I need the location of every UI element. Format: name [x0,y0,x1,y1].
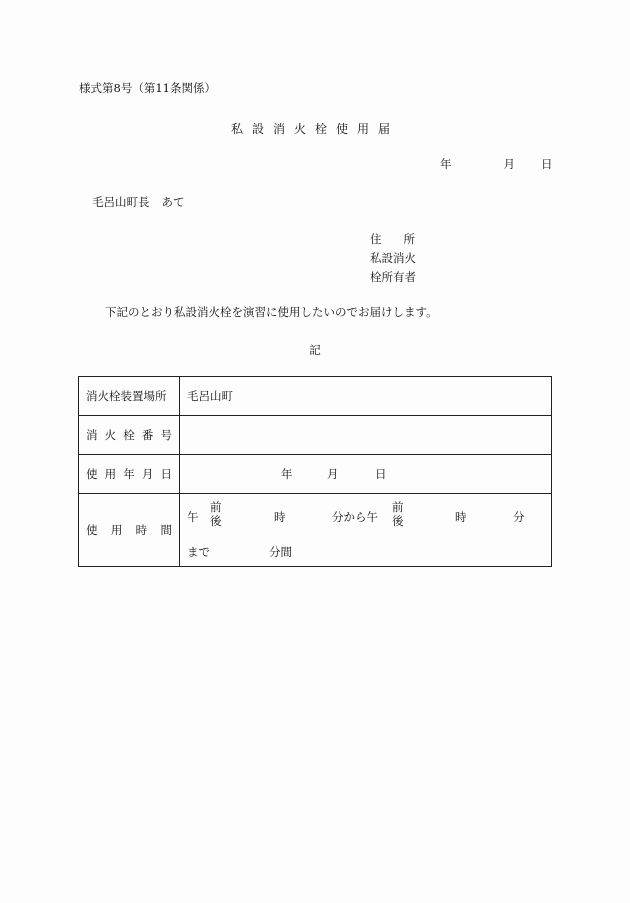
body-text: 下記のとおり私設消火栓を演習に使用したいのでお届けします。 [105,305,438,319]
document-title: 私設消火栓使用届 [230,122,399,136]
am-pm-choice-2: 前 後 [392,500,404,528]
location-label: 消火栓装置場所 [79,377,180,416]
duration-label: 分間 [269,545,292,559]
use-time-value[interactable] [180,494,552,567]
hydrant-number-label: 消 火 栓 番 号 [86,428,172,442]
afternoon-mark-1: 午 [187,510,199,524]
table-row [79,494,552,567]
ki-heading: 記 [309,343,321,357]
month-label: 月 [503,157,515,171]
hydrant-number-value[interactable] [180,416,552,455]
minute-label-2: 分 [513,510,525,524]
use-day-label: 日 [375,467,387,481]
use-time-label: 使 用 時 間 [86,523,172,537]
hour-label-1: 時 [274,510,286,524]
addressee-name: 毛呂山町長 [92,195,150,209]
submission-date [440,156,553,172]
year-label: 年 [440,157,452,171]
hour-label-2: 時 [455,510,467,524]
table-row [79,455,552,494]
use-date-value[interactable] [180,455,552,494]
addressee [92,194,185,210]
am-pm-choice-1: 前 後 [210,500,222,528]
details-table [78,376,552,567]
form-number: 様式第8号（第11条関係） [79,81,216,95]
day-label: 日 [541,157,553,171]
table-row [79,416,552,455]
addressee-suffix: あて [161,195,185,209]
table-row [79,377,552,416]
address-label: 住 所 [370,232,415,246]
applicant-block [370,230,416,287]
location-value[interactable]: 毛呂山町 [180,377,552,416]
owner-label-line1: 私設消火 [370,251,416,265]
use-month-label: 月 [327,467,339,481]
owner-label-line2: 栓所有者 [370,270,416,284]
use-year-label: 年 [281,467,293,481]
use-date-label: 使 用 年 月 日 [86,467,172,481]
until-label: まで [187,545,210,559]
minute-from-label: 分から午 [332,510,378,524]
